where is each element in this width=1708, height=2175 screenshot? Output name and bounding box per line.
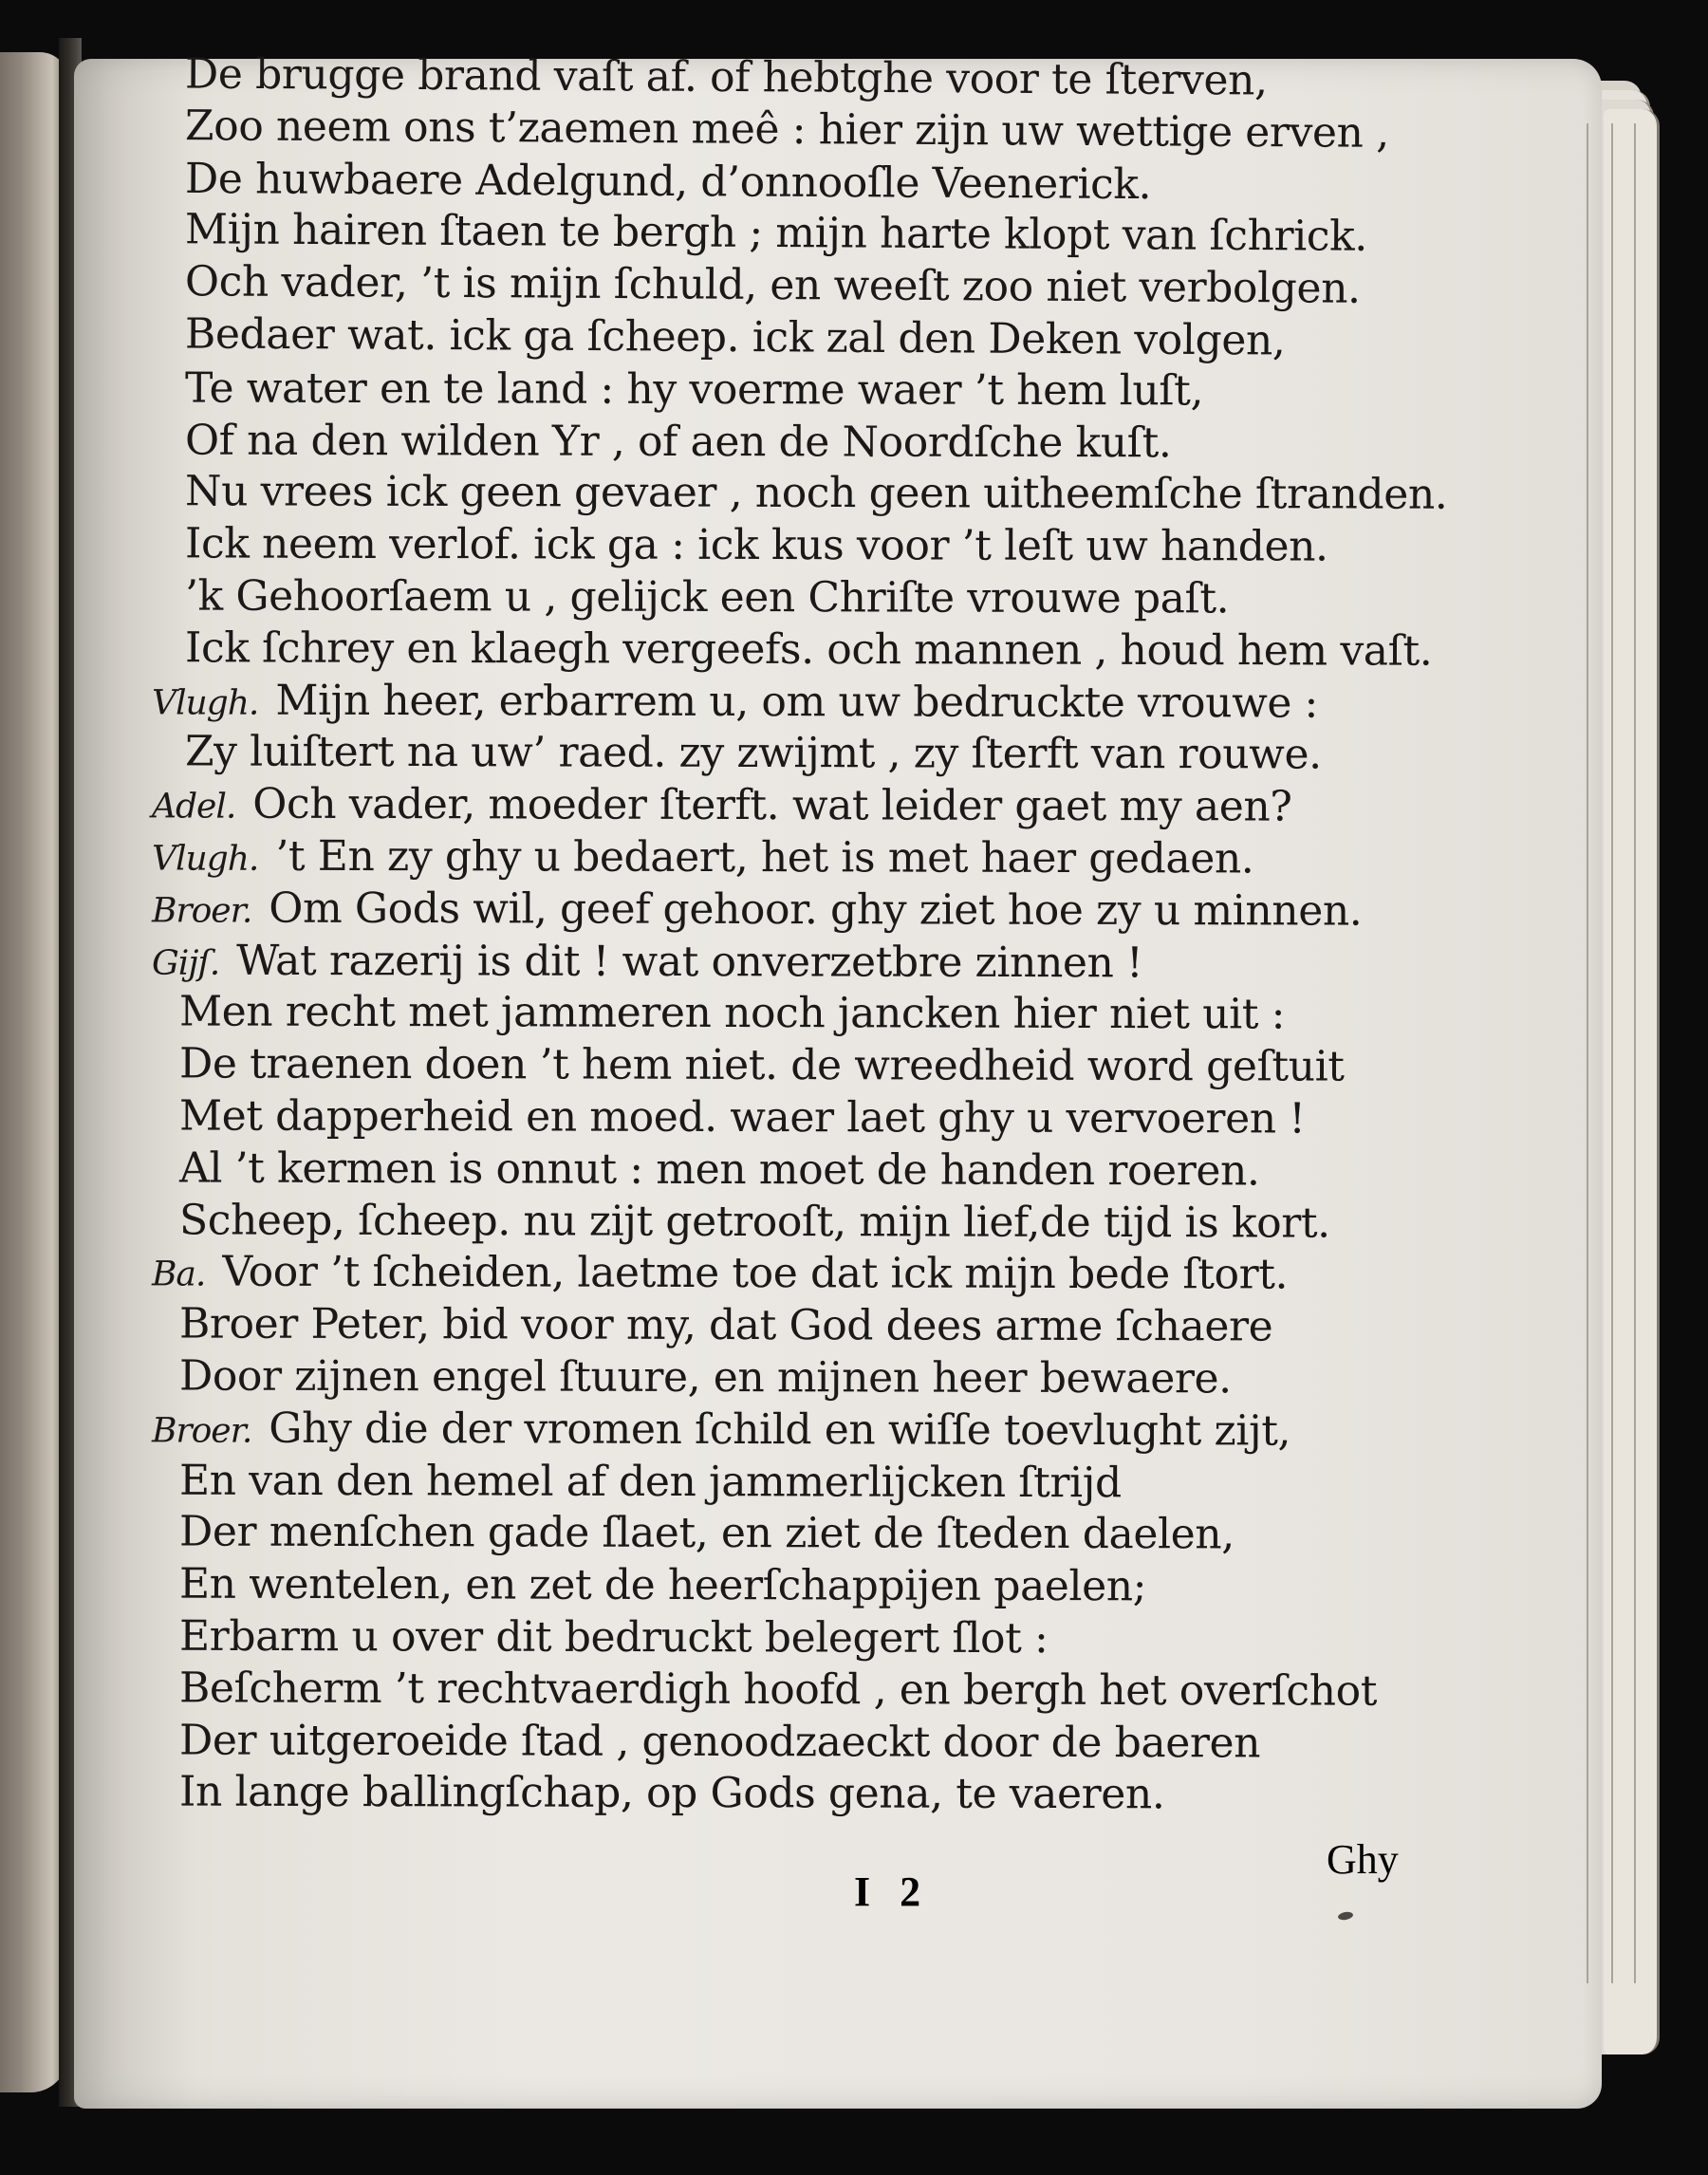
- verse-line-text: Broer Peter, bid voor my, dat God dees arme ſchaere: [178, 1299, 1273, 1351]
- verse-line: [184, 467, 1448, 520]
- verse-line: [178, 1768, 1165, 1819]
- verse-line: [178, 1559, 1147, 1611]
- verse-line-text: En van den hemel af den jammerlijcken ſtrijd: [178, 1456, 1122, 1507]
- verse-line-text: Zy luiſtert na uw’ raed. zy zwijmt , zy ſterft van rouwe.: [184, 727, 1322, 779]
- verse-line: [184, 571, 1230, 623]
- verse-line-text: En wentelen, en zet de heerſchappijen paelen;: [178, 1559, 1147, 1611]
- verse-line: [151, 779, 1292, 831]
- verse-line-text: De traenen doen ’t hem niet. de wreedheid word geſtuit: [178, 1039, 1345, 1091]
- verse-line: [178, 1196, 1330, 1248]
- verse-line: [178, 1664, 1378, 1716]
- verse-line-text: De huwbaere Adelgund, d’onnooſle Veenerick.: [184, 154, 1152, 209]
- verse-line: [178, 1507, 1235, 1559]
- verse-line-text: ’k Gehoorſaem u , gelijck een Chriſte vrouwe paſt.: [184, 571, 1230, 623]
- speaker-label: Vlugh.: [151, 682, 259, 723]
- verse-line: [184, 101, 1389, 158]
- verse-line: [178, 1091, 1306, 1143]
- verse-line-text: Scheep, ſcheep. nu zijt getrooſt, mijn lief,de tijd is kort.: [178, 1196, 1330, 1248]
- verse-line: [151, 676, 1319, 728]
- verse-line-text: Te water en te land : hy voerme waer ’t hem luſt,: [184, 363, 1204, 416]
- verse-line-text: Mijn hairen ſtaen te bergh ; mijn harte klopt van ſchrick.: [184, 205, 1368, 262]
- catchword: Ghy: [1327, 1836, 1399, 1883]
- verse-line-text: Voor ’t ſcheiden, laetme toe dat ick mijn bede ſtort.: [222, 1248, 1289, 1299]
- verse-line: [178, 1143, 1260, 1196]
- verse-line: [184, 49, 1268, 105]
- verse-line-text: Met dapperheid en moed. waer laet ghy u vervoeren !: [178, 1091, 1306, 1143]
- verse-line-text: Och vader, moeder ſterft. wat leider gaet my aen?: [252, 779, 1292, 831]
- verse-line: [178, 1611, 1049, 1664]
- speaker-label: Broer.: [151, 1411, 252, 1451]
- verse-line-text: Bedaer wat. ick ga ſcheep. ick zal den Deken volgen,: [184, 309, 1286, 365]
- verse-line-text: Door zijnen engel ſtuure, en mijnen heer bewaere.: [178, 1351, 1232, 1404]
- verse-line: [184, 309, 1286, 365]
- verse-line-text: In lange ballingſchap, op Gods gena, te vaeren.: [178, 1768, 1165, 1819]
- verse-line: [151, 936, 1143, 987]
- verse-line: [151, 1248, 1289, 1299]
- verse-line: [151, 831, 1254, 883]
- signature-mark: I 2: [854, 1868, 931, 1915]
- verse-line-text: Men recht met jammeren noch jancken hier niet uit :: [178, 987, 1286, 1039]
- speaker-label: Adel.: [151, 787, 236, 827]
- verse-line: [178, 987, 1286, 1039]
- speaker-label: Vlugh.: [151, 839, 259, 879]
- speaker-label: Ba.: [151, 1255, 206, 1294]
- verse-line-text: Of na den wilden Yr , of aen de Noordſche kuſt.: [184, 416, 1172, 467]
- verse-line-text: De brugge brand vaſt af. of hebtghe voor te ſterven,: [184, 49, 1268, 105]
- verse-line-text: Erbarm u over dit bedruckt belegert ſlot :: [178, 1611, 1049, 1664]
- verse-line-text: Nu vrees ick geen gevaer , noch geen uitheemſche ſtranden.: [184, 467, 1448, 520]
- verse-line: [184, 205, 1368, 262]
- verse-line-text: Om Gods wil, geef gehoor. ghy ziet hoe zy u minnen.: [269, 883, 1363, 936]
- verse-line-text: Der uitgeroeide ſtad , genoodzaeckt door de baeren: [178, 1716, 1261, 1768]
- verse-line-text: Zoo neem ons t’zaemen meê : hier zijn uw wettige erven ,: [184, 101, 1389, 158]
- verse-line-text: Mijn heer, erbarrem u, om uw bedruckte vrouwe :: [275, 676, 1319, 728]
- verse-line: [178, 1716, 1261, 1768]
- verse-line-text: Ghy die der vromen ſchild en wiſſe toevlught zijt,: [269, 1404, 1291, 1456]
- verse-line-text: Och vader, ’t is mijn ſchuld, en weeſt zoo niet verbolgen.: [184, 257, 1361, 313]
- verse-line-text: ’t En zy ghy u bedaert, het is met haer gedaen.: [275, 831, 1254, 883]
- verse-line: [151, 883, 1363, 936]
- verse-line: [178, 1299, 1273, 1351]
- verse-line: [151, 1404, 1291, 1456]
- verse-line: [184, 416, 1172, 467]
- verse-line: [184, 727, 1322, 779]
- verse-line-text: Al ’t kermen is onnut : men moet de handen roeren.: [178, 1143, 1260, 1196]
- verse-line-text: Beſcherm ’t rechtvaerdigh hoofd , en bergh het overſchot: [178, 1664, 1378, 1716]
- verse-line: [178, 1456, 1122, 1507]
- verse-line: [184, 519, 1328, 571]
- speaker-label: Gijſ.: [151, 943, 220, 983]
- verse-line: [178, 1039, 1345, 1091]
- verse-line: [184, 363, 1204, 416]
- verse-line-text: Wat razerij is dit ! wat onverzetbre zinnen !: [236, 936, 1143, 987]
- verse-line-text: Ick ſchrey en klaegh vergeefs. och mannen , houd hem vaſt.: [184, 623, 1433, 676]
- verse-line: [184, 257, 1361, 313]
- verse-line: [184, 623, 1433, 676]
- verse-line: [184, 154, 1152, 209]
- verse-line-text: Ick neem verlof. ick ga : ick kus voor ’t leſt uw handen.: [184, 519, 1328, 571]
- verse-line-text: Der menſchen gade ſlaet, en ziet de ſteden daelen,: [178, 1507, 1235, 1559]
- speaker-label: Broer.: [151, 891, 252, 931]
- verse-line: [178, 1351, 1232, 1404]
